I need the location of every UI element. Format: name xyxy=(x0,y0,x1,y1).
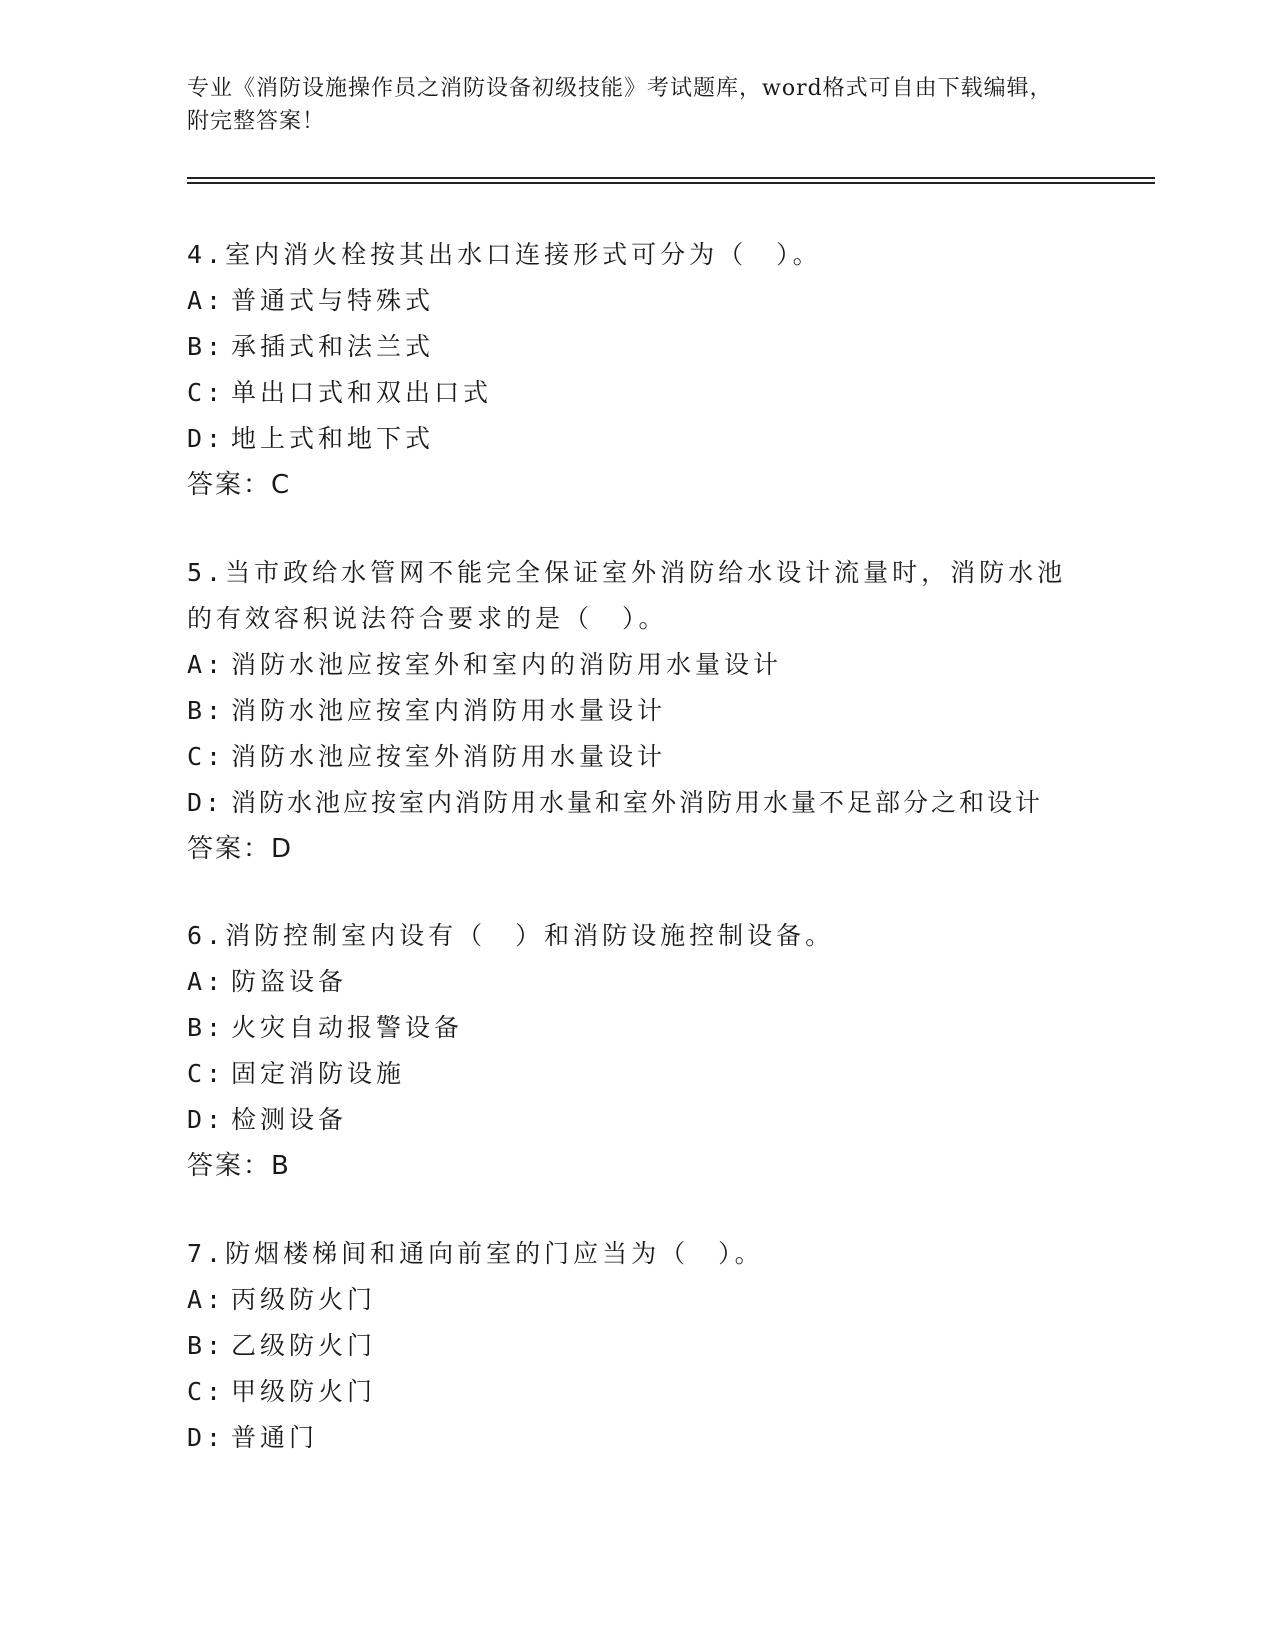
option-text: 普通式与特殊式 xyxy=(231,286,435,315)
option-text: 单出口式和双出口式 xyxy=(231,378,493,407)
option-b xyxy=(187,688,1067,734)
option-c xyxy=(187,370,1087,416)
option-letter: B: xyxy=(187,332,226,361)
option-letter: D: xyxy=(187,788,224,817)
option-letter: B: xyxy=(187,1331,226,1360)
option-d xyxy=(187,1415,1087,1461)
question-6 xyxy=(187,913,1087,1189)
question-stem: 6.消防控制室内设有（ ）和消防设施控制设备。 xyxy=(187,921,835,950)
option-letter: A: xyxy=(187,650,226,679)
option-text: 消防水池应按室外消防用水量设计 xyxy=(231,742,667,771)
option-text: 消防水池应按室内消防用水量和室外消防用水量不足部分之和设计 xyxy=(231,788,1044,817)
answer-label: 答案：C xyxy=(187,470,292,500)
option-b xyxy=(187,1323,1087,1369)
option-text: 固定消防设施 xyxy=(231,1059,406,1088)
option-text: 普通门 xyxy=(231,1423,319,1452)
option-a xyxy=(187,959,1087,1005)
option-letter: B: xyxy=(187,696,226,725)
answer-label: 答案：B xyxy=(187,1151,291,1181)
option-text: 承插式和法兰式 xyxy=(231,332,435,361)
option-c xyxy=(187,734,1067,780)
option-letter: D: xyxy=(187,1105,226,1134)
option-c xyxy=(187,1051,1087,1097)
question-stem: 7.防烟楼梯间和通向前室的门应当为（ ）。 xyxy=(187,1239,764,1268)
option-d xyxy=(187,1097,1087,1143)
question-4 xyxy=(187,232,1087,508)
option-letter: A: xyxy=(187,286,226,315)
option-text: 地上式和地下式 xyxy=(231,424,435,453)
option-letter: B: xyxy=(187,1013,226,1042)
option-text: 乙级防火门 xyxy=(231,1331,377,1360)
option-a xyxy=(187,1277,1087,1323)
option-text: 甲级防火门 xyxy=(231,1377,377,1406)
option-a xyxy=(187,642,1067,688)
option-b xyxy=(187,324,1087,370)
option-d xyxy=(187,780,1067,826)
option-text: 消防水池应按室内消防用水量设计 xyxy=(231,696,667,725)
option-letter: C: xyxy=(187,1059,226,1088)
option-d xyxy=(187,416,1087,462)
option-text: 消防水池应按室外和室内的消防用水量设计 xyxy=(231,650,783,679)
option-letter: D: xyxy=(187,1423,226,1452)
option-letter: C: xyxy=(187,378,226,407)
option-letter: C: xyxy=(187,742,226,771)
document-header: 专业《消防设施操作员之消防设备初级技能》考试题库，word格式可自由下载编辑，附完整答案！ xyxy=(187,76,1053,134)
option-a xyxy=(187,278,1087,324)
option-letter: A: xyxy=(187,967,226,996)
option-text: 检测设备 xyxy=(231,1105,348,1134)
option-text: 防盗设备 xyxy=(231,967,348,996)
question-7 xyxy=(187,1231,1087,1461)
option-b xyxy=(187,1005,1087,1051)
question-stem: 4.室内消火栓按其出水口连接形式可分为（ ）。 xyxy=(187,240,822,269)
option-c xyxy=(187,1369,1087,1415)
option-letter: C: xyxy=(187,1377,226,1406)
header-divider-bottom xyxy=(187,182,1155,184)
option-letter: A: xyxy=(187,1285,226,1314)
option-text: 丙级防火门 xyxy=(231,1285,377,1314)
answer-label: 答案：D xyxy=(187,834,294,864)
question-stem: 5.当市政给水管网不能完全保证室外消防给水设计流量时，消防水池的有效容积说法符合要求的是（ ）。 xyxy=(187,558,1067,633)
option-letter: D: xyxy=(187,424,226,453)
header-divider-top xyxy=(187,177,1155,179)
option-text: 火灾自动报警设备 xyxy=(231,1013,464,1042)
question-5 xyxy=(187,550,1067,872)
